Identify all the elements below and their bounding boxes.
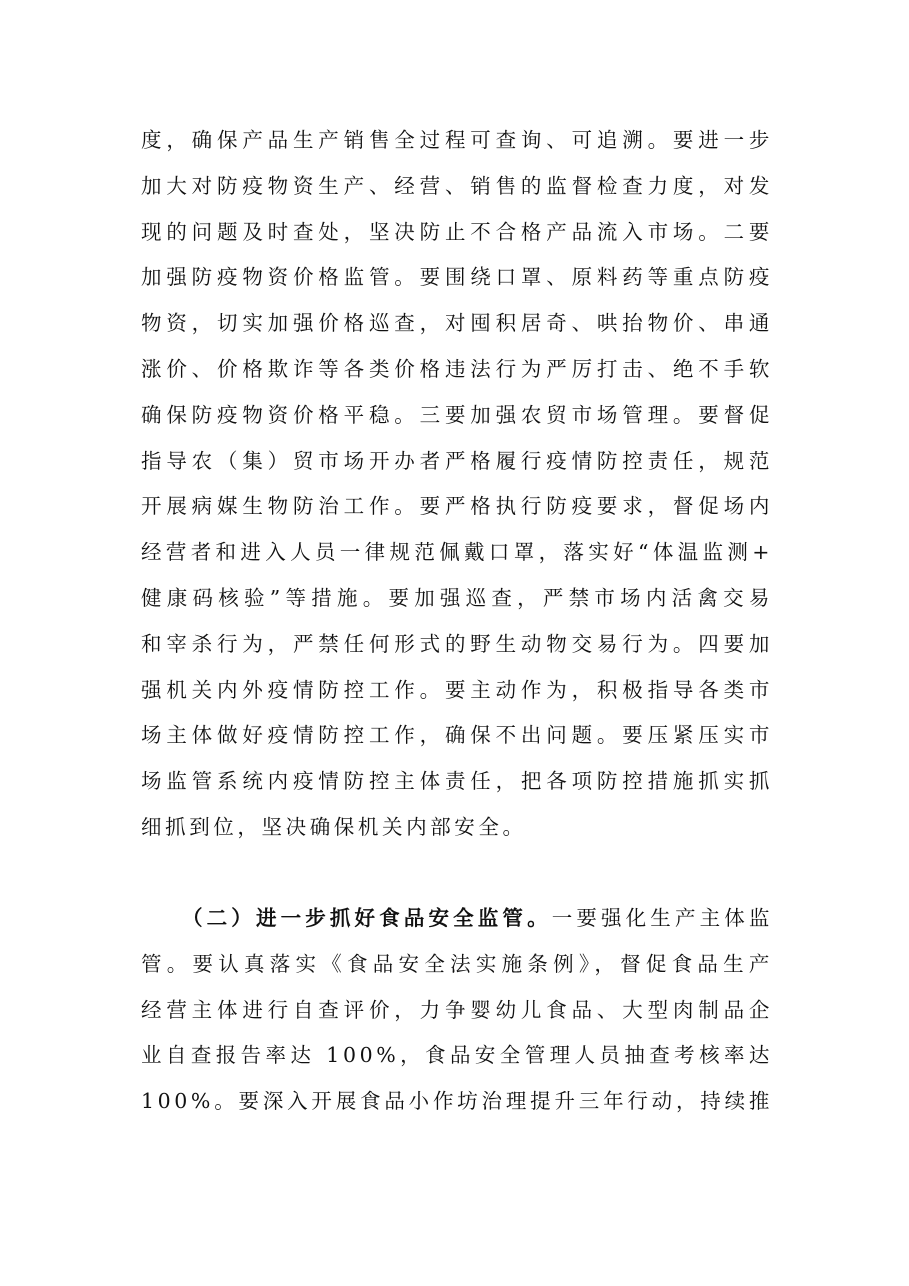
paragraph-food-safety [141,896,773,1125]
section-heading-line [141,896,773,942]
paragraph-product-price-market [141,118,773,851]
text-line: 经营者和进入人员一律规范佩戴口罩，落实好“体温监测+ [141,540,773,565]
text-line: 管。要认真落实《食品安全法实施条例》，督促食品生产 [141,951,773,976]
text-line: 健康码核验”等措施。要加强巡查，严禁市场内活禽交易 [141,585,773,610]
text-line: 经营主体进行自查评价，力争婴幼儿食品、大型肉制品企 [141,997,773,1022]
text-line: 场主体做好疫情防控工作，确保不出问题。要压紧压实市 [141,723,773,748]
text-line-rest: 一要强化生产主体监 [551,906,773,930]
text-line: 物资，切实加强价格巡查，对囤积居奇、哄抬物价、串通 [141,311,773,336]
text-line: 确保防疫物资价格平稳。三要加强农贸市场管理。要督促 [141,402,773,427]
text-line: 开展病媒生物防治工作。要严格执行防疫要求，督促场内 [141,494,773,519]
text-line: 强机关内外疫情防控工作。要主动作为，积极指导各类市 [141,677,773,702]
text-line: 现的问题及时查处，坚决防止不合格产品流入市场。二要 [141,219,773,244]
text-line: 细抓到位，坚决确保机关内部安全。 [141,814,527,839]
text-line: 加大对防疫物资生产、经营、销售的监督检查力度，对发 [141,173,773,198]
text-line: 涨价、价格欺诈等各类价格违法行为严厉打击、绝不手软 [141,356,773,381]
text-line: 和宰杀行为，严禁任何形式的野生动物交易行为。四要加 [141,631,773,656]
text-line: 100%。要深入开展食品小作坊治理提升三年行动，持续推 [141,1089,773,1114]
text-line: 场监管系统内疫情防控主体责任，把各项防控措施抓实抓 [141,769,773,794]
text-line: 业自查报告率达 100%，食品安全管理人员抽查考核率达 [141,1043,773,1068]
section-heading: （二）进一步抓好食品安全监管。 [182,906,552,930]
text-line: 加强防疫物资价格监管。要围绕口罩、原料药等重点防疫 [141,265,773,290]
text-line: 度，确保产品生产销售全过程可查询、可追溯。要进一步 [141,128,773,152]
text-line: 指导农（集）贸市场开办者严格履行疫情防控责任，规范 [141,448,773,473]
